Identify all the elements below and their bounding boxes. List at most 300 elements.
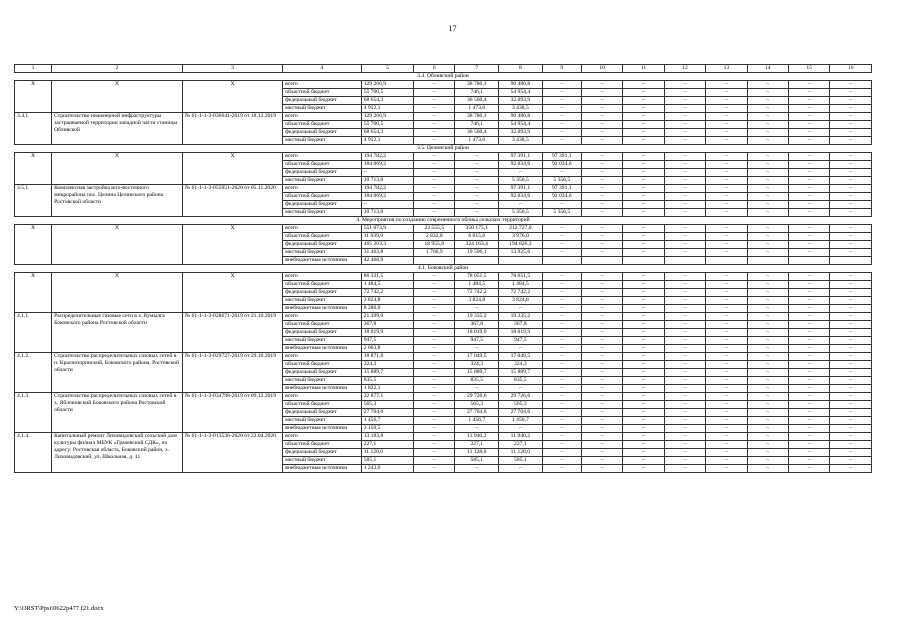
value-cell: –	[830, 329, 872, 337]
item-code: 4.1.2.	[15, 353, 52, 393]
value-cell: –	[623, 129, 664, 137]
value-cell: 835,5	[361, 377, 413, 385]
value-cell: 324,3	[361, 361, 413, 369]
value-cell: –	[664, 137, 705, 145]
value-cell: 367,8	[455, 321, 499, 329]
funding-source: федеральный бюджет	[283, 169, 362, 177]
value-cell: –	[623, 241, 664, 249]
value-cell: –	[664, 329, 705, 337]
value-cell: –	[747, 297, 788, 305]
value-cell: –	[414, 129, 455, 137]
value-cell: –	[581, 113, 622, 121]
value-cell: –	[581, 337, 622, 345]
value-cell: 227,1	[499, 441, 543, 449]
value-cell: –	[830, 209, 872, 217]
value-cell: –	[542, 289, 581, 297]
value-cell: –	[542, 201, 581, 209]
value-cell: –	[664, 401, 705, 409]
value-cell: –	[706, 385, 747, 393]
value-cell: 17 049,5	[455, 353, 499, 361]
value-cell: –	[623, 305, 664, 313]
table-row	[15, 313, 872, 321]
value-cell: –	[581, 425, 622, 433]
value-cell: 585,1	[361, 457, 413, 465]
funding-source: местный бюджет	[283, 337, 362, 345]
value-cell: –	[830, 409, 872, 417]
value-cell: –	[455, 385, 499, 393]
value-cell: –	[623, 225, 664, 233]
value-cell: 19 335,2	[455, 313, 499, 321]
value-cell: –	[414, 153, 455, 161]
value-cell: –	[542, 393, 581, 401]
value-cell: –	[455, 305, 499, 313]
value-cell: 5 356,5	[542, 209, 581, 217]
value-cell: –	[664, 105, 705, 113]
value-cell: 4 912,1	[361, 105, 413, 113]
value-cell: –	[664, 193, 705, 201]
funding-source: внебюджетные источники	[283, 345, 362, 353]
table-row	[15, 81, 872, 89]
funding-source: областной бюджет	[283, 121, 362, 129]
value-cell: –	[789, 225, 830, 233]
value-cell: –	[542, 401, 581, 409]
value-cell: 1 822,1	[361, 385, 413, 393]
column-number: 11	[623, 65, 664, 73]
value-cell: –	[664, 449, 705, 457]
value-cell: –	[542, 369, 581, 377]
value-cell: –	[623, 377, 664, 385]
item-code: 3.5.1.	[15, 185, 52, 217]
value-cell: 129 266,9	[361, 113, 413, 121]
value-cell: –	[706, 201, 747, 209]
value-cell: –	[664, 249, 705, 257]
funding-source: всего	[283, 113, 362, 121]
value-cell: –	[414, 297, 455, 305]
value-cell: –	[623, 433, 664, 441]
value-cell: –	[830, 425, 872, 433]
value-cell: –	[414, 97, 455, 105]
value-cell: –	[581, 193, 622, 201]
value-cell: –	[664, 233, 705, 241]
value-cell: –	[789, 121, 830, 129]
value-cell: –	[542, 305, 581, 313]
value-cell: –	[830, 393, 872, 401]
value-cell: 6 615,6	[455, 233, 499, 241]
value-cell: –	[747, 97, 788, 105]
value-cell: 29 726,6	[499, 393, 543, 401]
value-cell: 350 175,1	[455, 225, 499, 233]
value-cell: 68 654,3	[361, 97, 413, 105]
value-cell: –	[623, 465, 664, 473]
value-cell: –	[455, 201, 499, 209]
value-cell: 324 163,4	[455, 241, 499, 249]
value-cell	[499, 257, 543, 265]
value-cell: –	[581, 449, 622, 457]
value-cell: –	[542, 457, 581, 465]
column-number: 9	[542, 65, 581, 73]
funding-source: всего	[283, 313, 362, 321]
item-name: Х	[52, 273, 183, 313]
value-cell: –	[830, 153, 872, 161]
funding-source: внебюджетные источники	[283, 385, 362, 393]
funding-source: всего	[283, 153, 362, 161]
value-cell	[747, 257, 788, 265]
item-code: Х	[15, 273, 52, 313]
funding-source: местный бюджет	[283, 209, 362, 217]
value-cell: –	[664, 385, 705, 393]
value-cell: –	[747, 225, 788, 233]
value-cell: –	[623, 137, 664, 145]
value-cell: –	[581, 185, 622, 193]
value-cell: –	[361, 169, 413, 177]
value-cell: –	[789, 449, 830, 457]
value-cell: –	[581, 225, 622, 233]
value-cell: –	[542, 377, 581, 385]
value-cell: –	[414, 321, 455, 329]
value-cell: –	[623, 153, 664, 161]
value-cell: –	[414, 81, 455, 89]
value-cell: –	[414, 113, 455, 121]
value-cell: –	[664, 241, 705, 249]
value-cell: –	[664, 377, 705, 385]
value-cell: 835,5	[499, 377, 543, 385]
item-document: Х	[182, 81, 282, 113]
value-cell: –	[542, 137, 581, 145]
value-cell: 97 391,1	[499, 185, 543, 193]
value-cell: –	[542, 121, 581, 129]
table-row	[15, 273, 872, 281]
value-cell: –	[830, 81, 872, 89]
value-cell: 72 742,2	[361, 289, 413, 297]
value-cell: 42 468,9	[361, 257, 413, 265]
value-cell: –	[706, 337, 747, 345]
value-cell: –	[414, 345, 455, 353]
value-cell: –	[581, 313, 622, 321]
funding-source: федеральный бюджет	[283, 289, 362, 297]
value-cell: –	[623, 89, 664, 97]
value-cell: –	[830, 193, 872, 201]
value-cell: –	[542, 313, 581, 321]
funding-source: федеральный бюджет	[283, 409, 362, 417]
value-cell: –	[623, 393, 664, 401]
value-cell: –	[830, 305, 872, 313]
value-cell: 1 456,7	[499, 417, 543, 425]
value-cell: –	[664, 129, 705, 137]
funding-source: всего	[283, 393, 362, 401]
value-cell: –	[830, 89, 872, 97]
value-cell: –	[830, 273, 872, 281]
value-cell: –	[414, 289, 455, 297]
value-cell: –	[830, 377, 872, 385]
funding-source: областной бюджет	[283, 401, 362, 409]
value-cell: –	[664, 441, 705, 449]
section-title-row	[15, 217, 872, 225]
value-cell	[664, 257, 705, 265]
value-cell: 72 742,2	[499, 289, 543, 297]
value-cell: –	[789, 305, 830, 313]
value-cell: –	[623, 81, 664, 89]
value-cell: –	[664, 465, 705, 473]
value-cell: –	[414, 209, 455, 217]
value-cell: 23 555,5	[414, 225, 455, 233]
value-cell: –	[623, 369, 664, 377]
table-row	[15, 113, 872, 121]
funding-source: местный бюджет	[283, 377, 362, 385]
value-cell: –	[830, 169, 872, 177]
value-cell: –	[581, 393, 622, 401]
value-cell: 38 780,1	[455, 113, 499, 121]
value-cell: –	[623, 361, 664, 369]
value-cell: –	[581, 209, 622, 217]
value-cell: –	[830, 457, 872, 465]
value-cell: –	[830, 441, 872, 449]
value-cell: 324,3	[455, 361, 499, 369]
value-cell: –	[455, 209, 499, 217]
value-cell: –	[747, 169, 788, 177]
value-cell: –	[414, 457, 455, 465]
value-cell: –	[789, 249, 830, 257]
value-cell: –	[706, 249, 747, 257]
value-cell: –	[789, 137, 830, 145]
value-cell: 11 939,9	[361, 233, 413, 241]
value-cell: –	[789, 233, 830, 241]
value-cell: 18 019,9	[499, 329, 543, 337]
funding-source: всего	[283, 353, 362, 361]
item-name: Комплексная застройка юго-восточного микрорайона пос. Целина Целинского района Ростовской области	[52, 185, 183, 217]
value-cell: –	[830, 337, 872, 345]
value-cell: –	[747, 449, 788, 457]
item-document: Х	[182, 153, 282, 185]
value-cell: 21 399,0	[361, 313, 413, 321]
value-cell: 55 700,5	[361, 89, 413, 97]
value-cell: –	[581, 281, 622, 289]
value-cell: –	[581, 345, 622, 353]
value-cell: 227,1	[361, 441, 413, 449]
value-cell: –	[830, 225, 872, 233]
value-cell: –	[830, 121, 872, 129]
value-cell: –	[664, 153, 705, 161]
value-cell: –	[542, 225, 581, 233]
value-cell: –	[789, 417, 830, 425]
funding-source: областной бюджет	[283, 281, 362, 289]
value-cell: –	[789, 169, 830, 177]
value-cell: –	[789, 89, 830, 97]
value-cell: –	[747, 185, 788, 193]
value-cell: –	[542, 409, 581, 417]
value-cell: 129 266,9	[361, 81, 413, 89]
value-cell: –	[581, 353, 622, 361]
value-cell: –	[414, 417, 455, 425]
value-cell: 565,3	[455, 401, 499, 409]
value-cell: –	[542, 425, 581, 433]
value-cell: 565,3	[361, 401, 413, 409]
value-cell: –	[623, 249, 664, 257]
value-cell: –	[664, 81, 705, 89]
value-cell: –	[706, 457, 747, 465]
value-cell: –	[747, 377, 788, 385]
value-cell: –	[414, 193, 455, 201]
funding-source: областной бюджет	[283, 193, 362, 201]
column-number: 4	[283, 65, 362, 73]
value-cell: 1 766,9	[414, 249, 455, 257]
value-cell: –	[706, 345, 747, 353]
value-cell: –	[830, 361, 872, 369]
value-cell: –	[789, 385, 830, 393]
item-document: № 61-1-1-3-028671-2019 от 21.10.2019	[182, 313, 282, 353]
value-cell: –	[581, 81, 622, 89]
value-cell: 15 889,7	[455, 369, 499, 377]
value-cell: –	[581, 433, 622, 441]
funding-source: внебюджетные источники	[283, 305, 362, 313]
value-cell: –	[706, 433, 747, 441]
funding-source: местный бюджет	[283, 417, 362, 425]
value-cell: –	[499, 425, 543, 433]
value-cell: –	[542, 105, 581, 113]
value-cell: –	[706, 409, 747, 417]
value-cell: –	[414, 337, 455, 345]
value-cell: –	[414, 353, 455, 361]
value-cell: –	[789, 161, 830, 169]
value-cell: 54 954,4	[499, 121, 543, 129]
value-cell: 92 034,6	[542, 161, 581, 169]
value-cell: –	[830, 321, 872, 329]
value-cell: –	[706, 185, 747, 193]
item-name: Строительство распределительных газовых сетей в п. Краснозоринский, Боковского района, Ростовской области	[52, 353, 183, 393]
item-code: 4.1.3.	[15, 393, 52, 433]
funding-source: местный бюджет	[283, 249, 362, 257]
value-cell: –	[664, 433, 705, 441]
value-cell: –	[664, 121, 705, 129]
value-cell: –	[581, 361, 622, 369]
value-cell: –	[747, 153, 788, 161]
value-cell: –	[747, 329, 788, 337]
value-cell: –	[706, 361, 747, 369]
funding-source: областной бюджет	[283, 161, 362, 169]
value-cell: 78 051,5	[499, 273, 543, 281]
value-cell: 3 438,5	[499, 105, 543, 113]
funding-source: местный бюджет	[283, 137, 362, 145]
value-cell: 78 051,5	[455, 273, 499, 281]
value-cell: –	[581, 297, 622, 305]
value-cell: 367,8	[361, 321, 413, 329]
value-cell: –	[830, 353, 872, 361]
value-cell: –	[581, 409, 622, 417]
value-cell: –	[664, 321, 705, 329]
value-cell: –	[789, 361, 830, 369]
item-name: Х	[52, 225, 183, 265]
value-cell: –	[581, 385, 622, 393]
value-cell: –	[581, 97, 622, 105]
item-document: Х	[182, 273, 282, 313]
value-cell: –	[789, 369, 830, 377]
column-number-row	[15, 65, 872, 73]
value-cell: 68 654,3	[361, 129, 413, 137]
funding-source: внебюджетные источники	[283, 465, 362, 473]
value-cell: –	[499, 385, 543, 393]
funding-source: всего	[283, 185, 362, 193]
value-cell: –	[747, 305, 788, 313]
value-cell: –	[414, 137, 455, 145]
value-cell: –	[414, 441, 455, 449]
value-cell: –	[789, 297, 830, 305]
column-number: 1	[15, 65, 52, 73]
value-cell: –	[830, 433, 872, 441]
value-cell: –	[542, 169, 581, 177]
value-cell: –	[455, 177, 499, 185]
value-cell: –	[830, 281, 872, 289]
value-cell: –	[747, 177, 788, 185]
funding-source: областной бюджет	[283, 89, 362, 97]
value-cell: –	[581, 177, 622, 185]
value-cell: –	[664, 361, 705, 369]
section-title: 4. Мероприятия по созданию современного облика сельских территорий	[15, 217, 872, 225]
value-cell: –	[581, 289, 622, 297]
value-cell: –	[623, 345, 664, 353]
table-row	[15, 185, 872, 193]
item-name: Распределительные газовые сети в х. Кумылга Боковского района Ростовской области	[52, 313, 183, 353]
value-cell: –	[706, 233, 747, 241]
value-cell: –	[747, 89, 788, 97]
value-cell: –	[581, 121, 622, 129]
value-cell: –	[789, 177, 830, 185]
item-code: Х	[15, 81, 52, 113]
value-cell: –	[747, 161, 788, 169]
value-cell	[830, 257, 872, 265]
value-cell: –	[747, 385, 788, 393]
item-document: № 61-1-1-3-055951-2020 от 05.11.2020	[182, 185, 282, 217]
value-cell: –	[581, 273, 622, 281]
page-number: 17	[448, 24, 457, 33]
table-row	[15, 393, 872, 401]
value-cell: –	[542, 241, 581, 249]
value-cell: –	[747, 465, 788, 473]
column-number: 5	[361, 65, 413, 73]
value-cell: –	[789, 241, 830, 249]
value-cell: –	[581, 377, 622, 385]
item-document: № 61-1-1-3-013536-2020 от 22.04.2020	[182, 433, 282, 473]
value-cell: 746,1	[455, 121, 499, 129]
value-cell: 3 824,8	[455, 297, 499, 305]
table-row	[15, 225, 872, 233]
value-cell: 1 484,5	[361, 281, 413, 289]
item-document: № 61-1-1-3-034798-2019 от 09.12.2019	[182, 393, 282, 433]
value-cell: 10 713,0	[361, 177, 413, 185]
value-cell: –	[414, 393, 455, 401]
value-cell: –	[623, 337, 664, 345]
value-cell: –	[542, 273, 581, 281]
value-cell: 184 069,2	[361, 193, 413, 201]
value-cell: –	[542, 449, 581, 457]
value-cell: –	[747, 345, 788, 353]
value-cell: –	[414, 121, 455, 129]
value-cell: 18 871,6	[361, 353, 413, 361]
value-cell: 194 782,2	[361, 153, 413, 161]
value-cell: –	[664, 97, 705, 105]
value-cell: 835,5	[455, 377, 499, 385]
value-cell: –	[623, 321, 664, 329]
value-cell: –	[455, 345, 499, 353]
value-cell: –	[414, 105, 455, 113]
value-cell: –	[747, 401, 788, 409]
value-cell: –	[414, 169, 455, 177]
value-cell: 5 356,5	[542, 177, 581, 185]
column-number: 3	[182, 65, 282, 73]
value-cell: –	[623, 289, 664, 297]
value-cell: –	[455, 153, 499, 161]
section-title: 3.4. Обливский район	[15, 73, 872, 81]
value-cell: –	[747, 281, 788, 289]
value-cell: –	[747, 137, 788, 145]
